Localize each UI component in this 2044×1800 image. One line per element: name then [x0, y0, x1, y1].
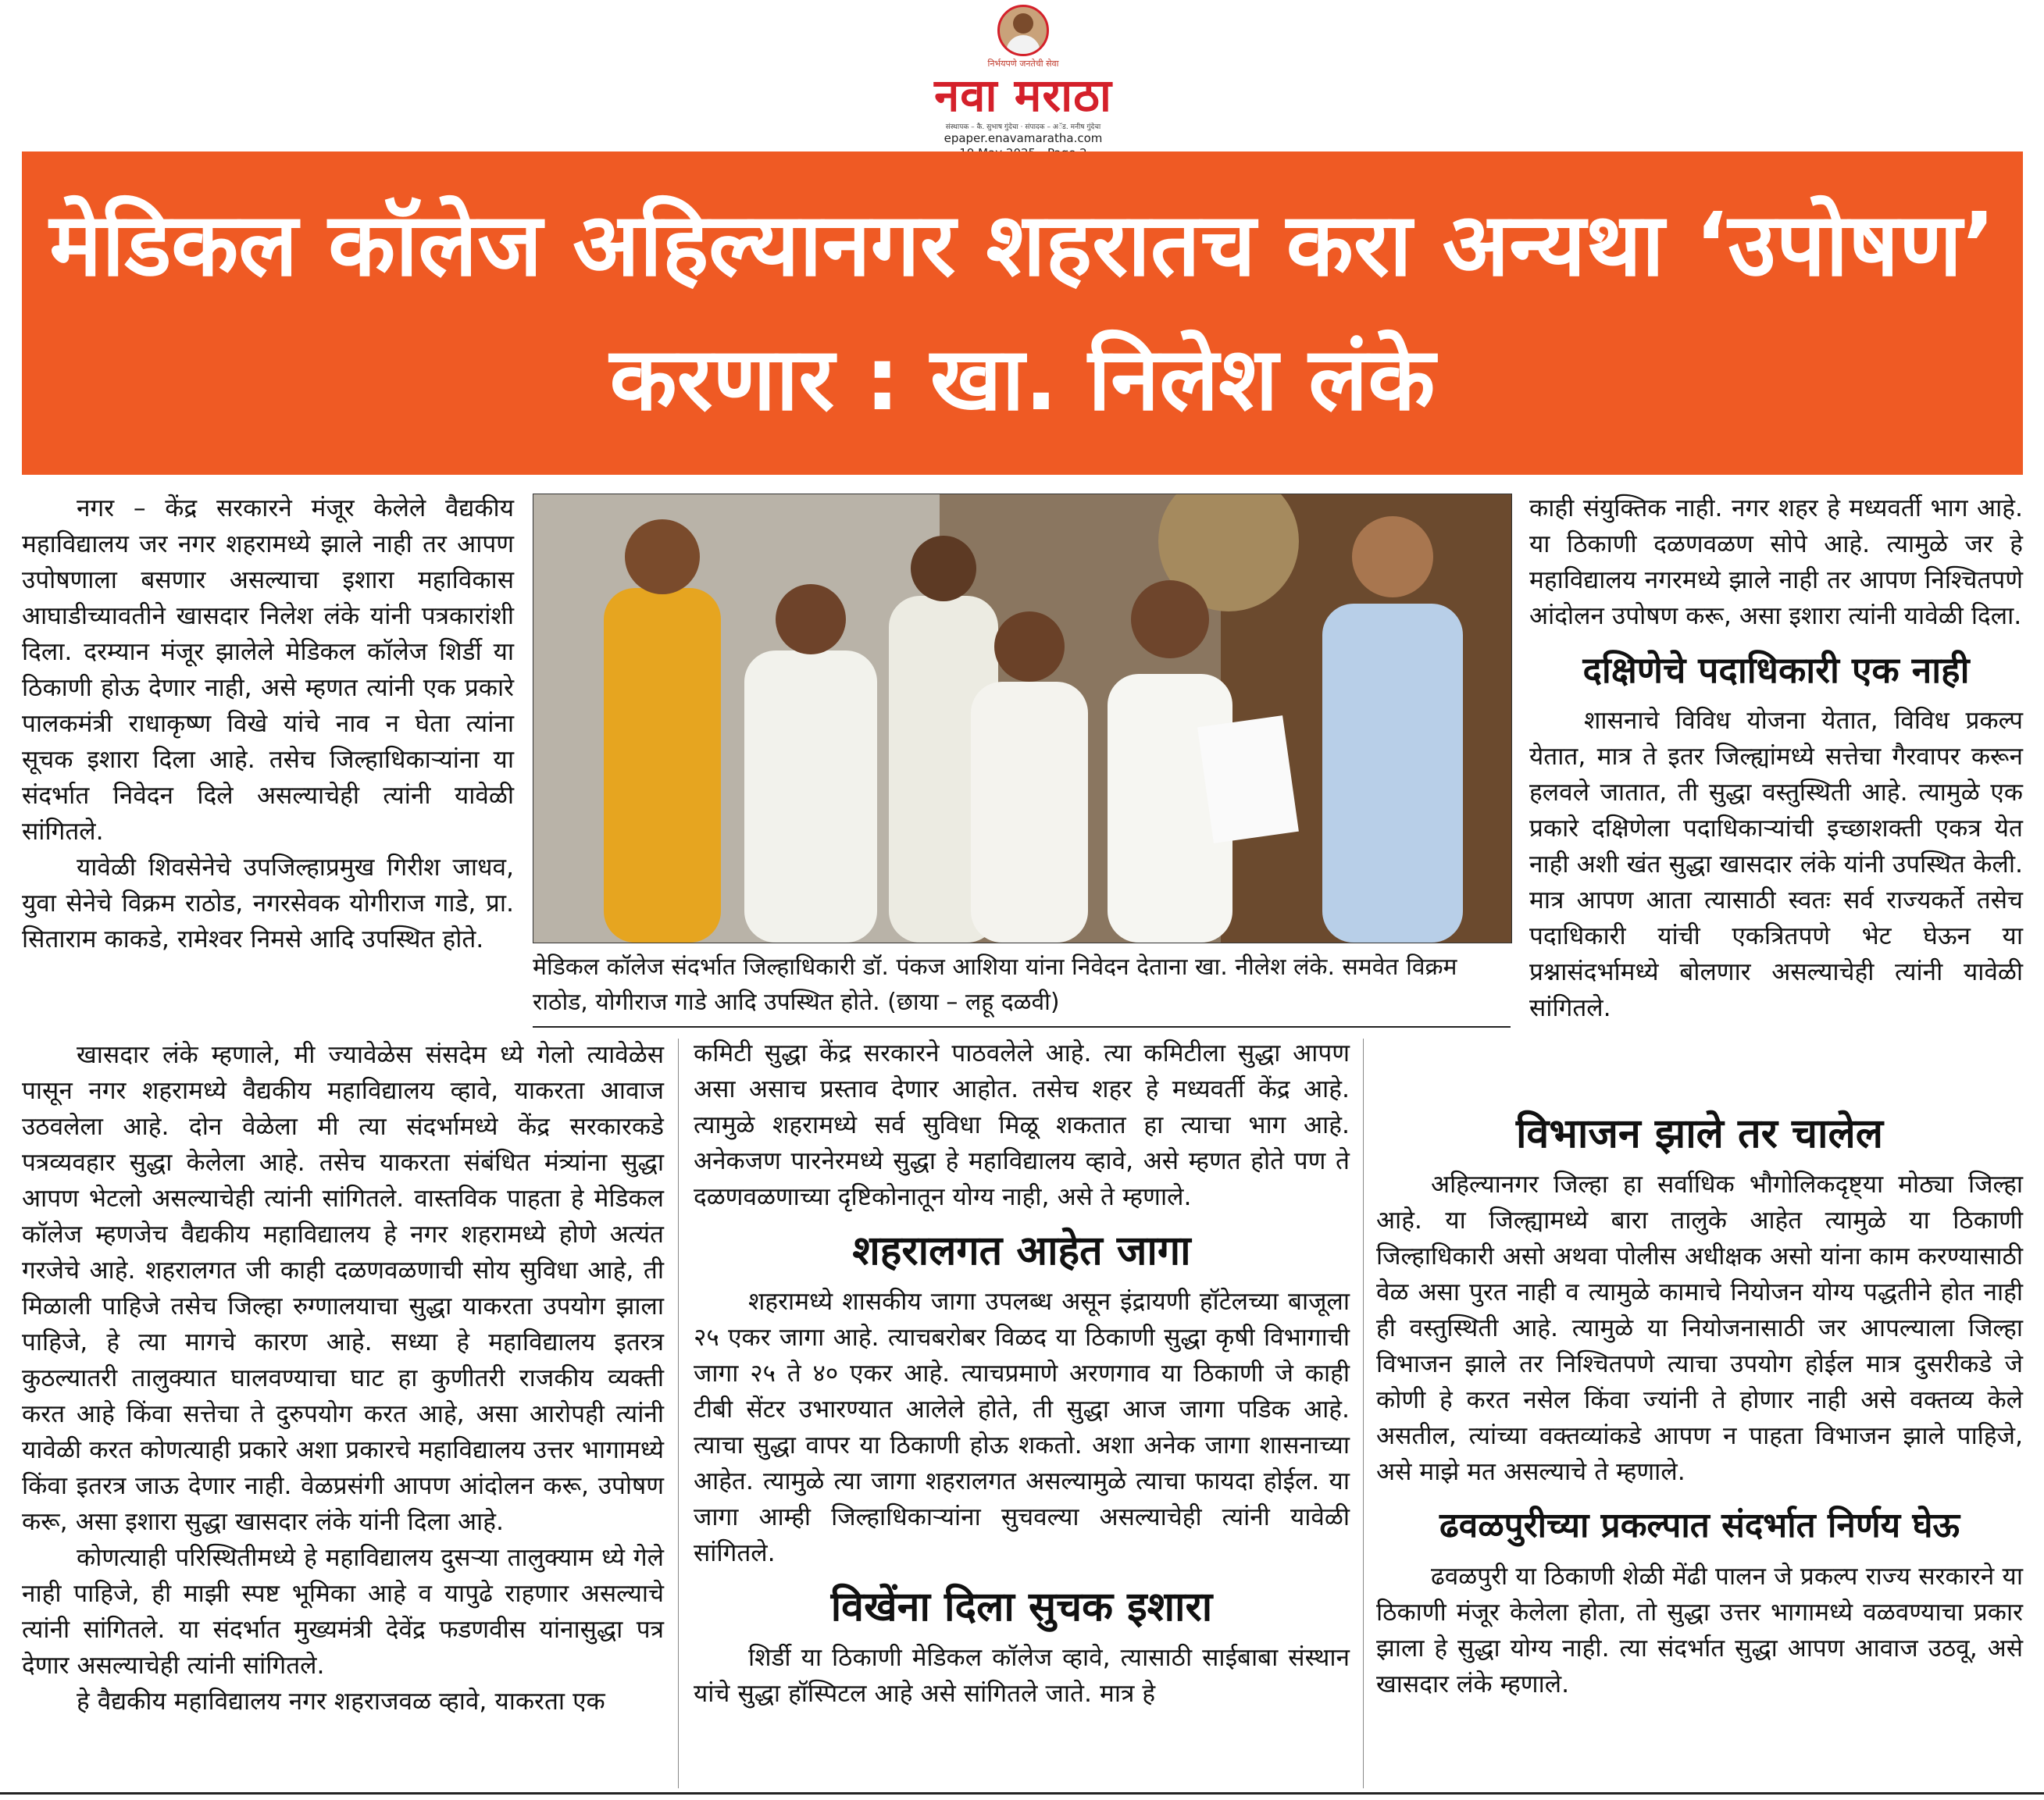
- column-divider: [1363, 1039, 1364, 1788]
- article-paragraph: काही संयुक्तिक नाही. नगर शहर हे मध्यवर्ती भाग आहे. या ठिकाणी दळणवळण सोपे आहे. त्यामुळे जर हे महाविद्यालय नगरमध्ये झाले नाही तर आपण निश्चितपणे आंदोलन उपोषण करू, असा इशारा त्यांनी यावेळी दिला.: [1529, 494, 2023, 630]
- subheading: ढवळपुरीच्या प्रकल्पात संदर्भात निर्णय घेऊ: [1439, 1506, 1960, 1545]
- article-paragraph: कमिटी सुद्धा केंद्र सरकारने पाठवलेले आहे. त्या कमिटीला सुद्धा आपण असा असाच प्रस्ताव देणार आहोत. तसेच शहर हे मध्यवर्ती केंद्र आहे. त्यामुळे शहरामध्ये सर्व सुविधा मिळू शकतात हा त्याचा भाग आहे. अनेकजण पारनेरमध्ये सुद्धा हे महाविद्यालय व्हावे, असे म्हणत होते पण ते दळणवळणाच्या दृष्टिकोनातून योग्य नाही, असे ते म्हणाले.: [694, 1039, 1350, 1211]
- article-paragraph: कोणत्याही परिस्थितीमध्ये हे महाविद्यालय दुसऱ्या तालुक्याम ध्ये गेले नाही पाहिजे, ही माझी स्पष्ट भूमिका आहे व यापुढे राहणार असल्याचे त्यांनी सांगितले. या संदर्भात मुख्यमंत्री देवेंद्र फडणवीस यांनासुद्धा पत्र देणार असल्याचेही त्यांनी सांगितले.: [22, 1544, 664, 1680]
- newspaper-logo: नवा मराठा: [934, 69, 1112, 122]
- news-photo: [533, 494, 1512, 943]
- caption-rule: [533, 1026, 1511, 1028]
- founder-portrait: [997, 5, 1049, 56]
- article-paragraph: ढवळपुरी या ठिकाणी शेळी मेंढी पालन जे प्रकल्प राज्य सरकारने या ठिकाणी मंजूर केलेला होता, तो सुद्धा उत्तर भागामध्ये वळवण्याचा प्रकार झाला हे सुद्धा योग्य नाही. त्या संदर्भात सुद्धा आपण आवाज उठवू, असे खासदार लंके म्हणाले.: [1376, 1563, 2023, 1698]
- subheading: दक्षिणेचे पदाधिकारी एक नाही: [1582, 649, 1970, 691]
- article-paragraph: अहिल्यानगर जिल्हा हा सर्वाधिक भौगोलिकदृष्ट्या मोठ्या जिल्हा आहे. या जिल्ह्यामध्ये बारा तालुके आहेत त्यामुळे या ठिकाणी जिल्हाधिकारी असो अथवा पोलीस अधीक्षक असो यांना काम करण्यासाठी वेळ असा पुरत नाही व त्यामुळे कामाचे नियोजन योग्य पद्धतीने होत नाही ही वस्तुस्थिती आहे. त्यामुळे या नियोजनासाठी जर आपल्याला जिल्हा विभाजन झाले तर निश्चितपणे त्याचा उपयोग होईल मात्र दुसरीकडे जे कोणी हे करत नसेल किंवा ज्यांनी ते होणार नाही असे वक्तव्य केले असतील, त्यांच्या वक्तव्यांकडे आपण न पाहता विभाजन झाले पाहिजे, असे माझे मत असल्याचे ते म्हणाले.: [1376, 1171, 2023, 1486]
- masthead: [875, 5, 1172, 145]
- article-paragraph: शिर्डी या ठिकाणी मेडिकल कॉलेज व्हावे, त्यासाठी साईबाबा संस्थान यांचे सुद्धा हॉस्पिटल आहे असे सांगितले जाते. मात्र हे: [694, 1644, 1350, 1708]
- bottom-rule: [0, 1792, 2044, 1795]
- subheading: विभाजन झाले तर चालेल: [1515, 1110, 1884, 1157]
- article-column-1-lower: [22, 1037, 664, 1720]
- article-paragraph: यावेळी शिवसेनेचे उपजिल्हाप्रमुख गिरीश जाधव, युवा सेनेचे विक्रम राठोड, नगरसेवक योगीराज गाडे, प्रा. सिताराम काकडे, रामेश्वर निमसे आदि उपस्थित होते.: [22, 854, 514, 953]
- article-paragraph: शहरामध्ये शासकीय जागा उपलब्ध असून इंद्रायणी हॉटेलच्या बाजूला २५ एकर जागा आहे. त्याचबरोबर विळद या ठिकाणी सुद्धा कृषी विभागाची जागा २५ ते ४० एकर आहे. त्याचप्रमाणे अरणगाव या ठिकाणी जे काही टीबी सेंटर उभारण्यात आलेले होते, ती सुद्धा आज जागा पडिक आहे. त्याचा सुद्धा वापर या ठिकाणी होऊ शकतो. अशा अनेक जागा शासनाच्या आहेत. त्यामुळे त्या जागा शहरालगत असल्यामुळे त्याचा फायदा होईल. या जागा आम्ही जिल्हाधिकाऱ्यांना सुचवल्या असल्याचेही त्यांनी यावेळी सांगितले.: [694, 1288, 1350, 1567]
- article-paragraph: नगर – केंद्र सरकारने मंजूर केलेले वैद्यकीय महाविद्यालय जर नगर शहरामध्ये झाले नाही तर आपण उपोषणाला बसणार असल्याचा इशारा महाविकास आघाडीच्यावतीने खासदार निलेश लंके यांनी पत्रकारांशी दिला. दरम्यान मंजूर झालेले मेडिकल कॉलेज शिर्डी या ठिकाणी होऊ देणार नाही, असे म्हणत त्यांनी एक प्रकारे पालकमंत्री राधाकृष्ण विखे यांचे नाव न घेता त्यांना सूचक इशारा दिला आहे. तसेच जिल्हाधिकाऱ्यांना या संदर्भात निवेदन दिले असल्याचेही त्यांनी यावेळी सांगितले.: [22, 494, 514, 846]
- article-column-1: [22, 490, 514, 957]
- article-column-3: [1529, 490, 2023, 1026]
- column-divider: [678, 1039, 679, 1788]
- article-column-2: [694, 1035, 1350, 1712]
- photo-illustration: [533, 494, 1511, 943]
- article-paragraph: शासनाचे विविध योजना येतात, विविध प्रकल्प येतात, मात्र ते इतर जिल्ह्यांमध्ये सत्तेचा गैरवापर करून हलवले जातात, ती सुद्धा वस्तुस्थिती आहे. त्यामुळे एक प्रकारे दक्षिणेला पदाधिकाऱ्यांची इच्छाशक्ती एकत्र येत नाही अशी खंत सुद्धा खासदार लंके यांनी उपस्थित केली. मात्र आपण आता त्यासाठी स्वतः सर्व राज्यकर्ते तसेच पदाधिकारी यांची एकत्रितपणे भेट घेऊन या प्रश्नासंदर्भामध्ये बोलणार असल्याचेही त्यांनी यावेळी सांगितले.: [1529, 707, 2023, 1022]
- masthead-slogan: निर्भयपणे जनतेची सेवा: [987, 59, 1059, 69]
- masthead-tagline: संस्थापक – कै. सुभाष गुंदेचा · संपादक – अॅड. मनीष गुंदेचा: [945, 123, 1101, 131]
- epaper-url[interactable]: epaper.enavamaratha.com: [944, 131, 1103, 145]
- article-paragraph: खासदार लंके म्हणाले, मी ज्यावेळेस संसदेम ध्ये गेलो त्यावेळेस पासून नगर शहरामध्ये वैद्यकीय महाविद्यालय व्हावे, याकरता आवाज उठवलेला आहे. दोन वेळेला मी त्या संदर्भामध्ये केंद्र सरकारकडे पत्रव्यवहार सुद्धा केलेला आहे. तसेच याकरता संबंधित मंत्र्यांना सुद्धा आपण भेटलो असल्याचेही त्यांनी सांगितले. वास्तविक पाहता हे मेडिकल कॉलेज म्हणजेच वैद्यकीय महाविद्यालय हे नगर शहरामध्ये होणे अत्यंत गरजेचे आहे. शहरालगत जी काही दळणवळणाची सोय सुविधा आहे, ती मिळाली पाहिजे तसेच जिल्हा रुग्णालयाचा सुद्धा याकरता उपयोग झाला पाहिजे, हे त्या मागचे कारण आहे. सध्या हे महाविद्यालय इतरत्र कुठल्यातरी तालुक्यात घालवण्याचा घाट हा कुणीतरी राजकीय व्यक्ती करत आहे किंवा सत्तेचा ते दुरुपयोग करत आहे, असा आरोपही त्यांनी यावेळी करत कोणत्याही प्रकारे अशा प्रकारचे महाविद्यालय उत्तर भागामध्ये किंवा इतरत्र जाऊ देणार नाही. वेळप्रसंगी आपण आंदोलन करू, उपोषण करू, असा इशारा सुद्धा खासदार लंके यांनी दिला आहे.: [22, 1041, 664, 1536]
- photo-caption: मेडिकल कॉलेज संदर्भात जिल्हाधिकारी डॉ. पंकज आशिया यांना निवेदन देताना खा. नीलेश लंके. समवेत विक्रम राठोड, योगीराज गाडे आदि उपस्थित होते. (छाया – लहू दळवी): [533, 953, 1457, 1016]
- article-paragraph: हे वैद्यकीय महाविद्यालय नगर शहराजवळ व्हावे, याकरता एक: [77, 1688, 605, 1716]
- subheading: विखेंना दिला सुचक इशारा: [830, 1584, 1213, 1631]
- headline-banner: [22, 151, 2023, 475]
- subheading: शहरालगत आहेत जागा: [852, 1228, 1191, 1274]
- article-column-4: [1376, 1098, 2023, 1702]
- headline: मेडिकल कॉलेज अहिल्यानगर शहरातच करा अन्यथा ‘उपोषण’ करणार : खा. निलेश लंके: [49, 194, 1996, 430]
